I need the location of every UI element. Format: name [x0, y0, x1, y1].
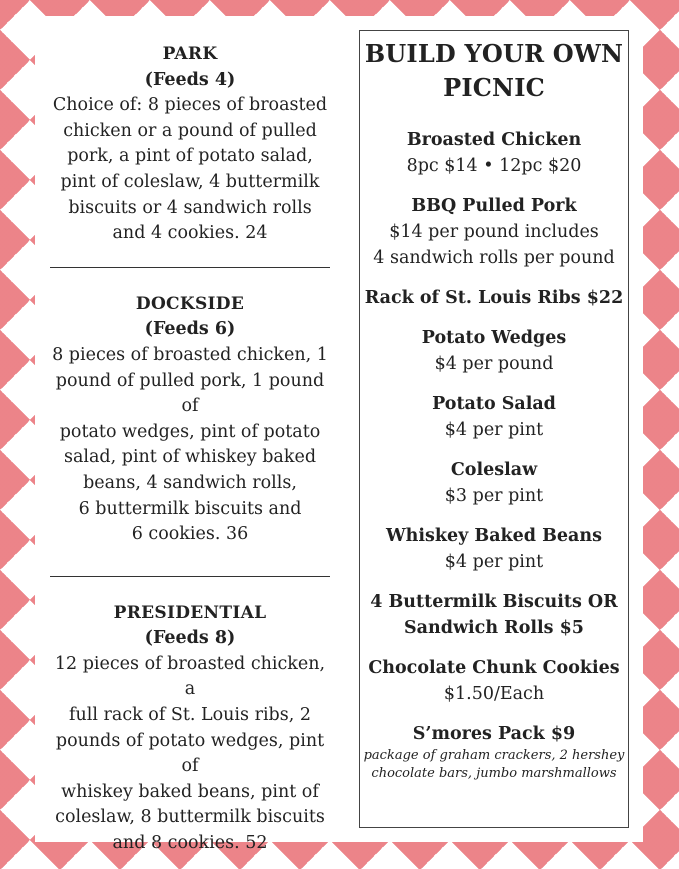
package-line: coleslaw, 8 buttermilk biscuits	[55, 807, 325, 828]
build-title-line: PICNIC	[443, 73, 545, 102]
menu-item-whiskey-baked-beans	[360, 523, 628, 575]
build-your-own-box	[359, 30, 629, 828]
item-desc: $1.50/Each	[443, 684, 545, 704]
package-line: pound of pulled pork, 1 pound of	[55, 370, 325, 417]
item-desc: $4 per pint	[444, 420, 544, 440]
item-name: BBQ Pulled Pork	[411, 196, 577, 216]
package-line: beans, 4 sandwich rolls,	[83, 472, 297, 493]
package-line: 8 pieces of broasted chicken, 1	[52, 344, 328, 365]
package-line: pounds of potato wedges, pint of	[55, 730, 325, 777]
item-name: Coleslaw	[450, 460, 538, 480]
item-name: 4 Buttermilk Biscuits OR	[370, 592, 618, 612]
package-feeds: (Feeds 6)	[144, 319, 236, 340]
menu-panel	[35, 16, 643, 854]
item-desc: $4 per pint	[444, 552, 544, 572]
package-feeds: (Feeds 8)	[144, 628, 236, 649]
item-name: Rack of St. Louis Ribs $22	[364, 288, 624, 308]
item-name: Potato Salad	[432, 394, 556, 414]
item-desc: 8pc $14 • 12pc $20	[406, 156, 582, 176]
package-name: PRESIDENTIAL	[113, 602, 267, 623]
item-name: Sandwich Rolls $5	[404, 618, 584, 638]
menu-item-ribs	[360, 285, 628, 311]
package-line: pint of coleslaw, 4 buttermilk	[60, 171, 320, 192]
package-line: whiskey baked beans, pint of	[61, 781, 319, 802]
package-presidential	[49, 601, 331, 857]
item-name: S’mores Pack $9	[412, 724, 576, 744]
package-line: salad, pint of whiskey baked	[63, 447, 317, 468]
item-name: Whiskey Baked Beans	[386, 526, 602, 546]
package-line: potato wedges, pint of potato	[59, 421, 321, 442]
package-line: 6 buttermilk biscuits and	[78, 498, 302, 519]
package-line: pork, a pint of potato salad,	[67, 146, 313, 167]
package-park	[49, 42, 331, 247]
menu-item-potato-salad	[360, 391, 628, 443]
section-divider	[50, 576, 330, 577]
build-title-line: BUILD YOUR OWN	[364, 39, 624, 68]
menu-item-coleslaw	[360, 457, 628, 509]
section-divider	[50, 267, 330, 268]
package-line: biscuits or 4 sandwich rolls	[68, 197, 312, 218]
item-desc: $4 per pound	[434, 354, 554, 374]
menu-item-smores-pack	[360, 721, 628, 783]
package-line: and 8 cookies. 52	[112, 833, 268, 854]
package-name: PARK	[162, 44, 218, 64]
item-name: Potato Wedges	[421, 328, 567, 348]
package-feeds: (Feeds 4)	[144, 69, 236, 90]
build-title	[360, 37, 628, 105]
item-desc: 4 sandwich rolls per pound	[373, 248, 615, 268]
package-line: chicken or a pound of pulled	[63, 120, 317, 141]
menu-item-potato-wedges	[360, 325, 628, 377]
package-column	[49, 42, 331, 857]
menu-item-bbq-pulled-pork	[360, 193, 628, 271]
package-line: full rack of St. Louis ribs, 2	[69, 705, 311, 726]
package-name: DOCKSIDE	[135, 293, 245, 314]
package-line: Choice of: 8 pieces of broasted	[52, 95, 328, 116]
package-line: 6 cookies. 36	[131, 524, 249, 545]
item-desc: $3 per pint	[444, 486, 544, 506]
package-line: 12 pieces of broasted chicken, a	[54, 653, 326, 700]
package-dockside	[49, 292, 331, 548]
menu-item-broasted-chicken	[360, 127, 628, 179]
item-name: Chocolate Chunk Cookies	[368, 658, 620, 678]
item-desc: $14 per pound includes	[389, 222, 599, 242]
item-desc: chocolate bars, jumbo marshmallows	[371, 766, 617, 781]
package-line: and 4 cookies. 24	[112, 223, 268, 244]
menu-item-biscuits-or-rolls	[360, 589, 628, 641]
item-name: Broasted Chicken	[406, 130, 582, 150]
item-desc: package of graham crackers, 2 hershey	[363, 748, 625, 763]
menu-item-cookies	[360, 655, 628, 707]
